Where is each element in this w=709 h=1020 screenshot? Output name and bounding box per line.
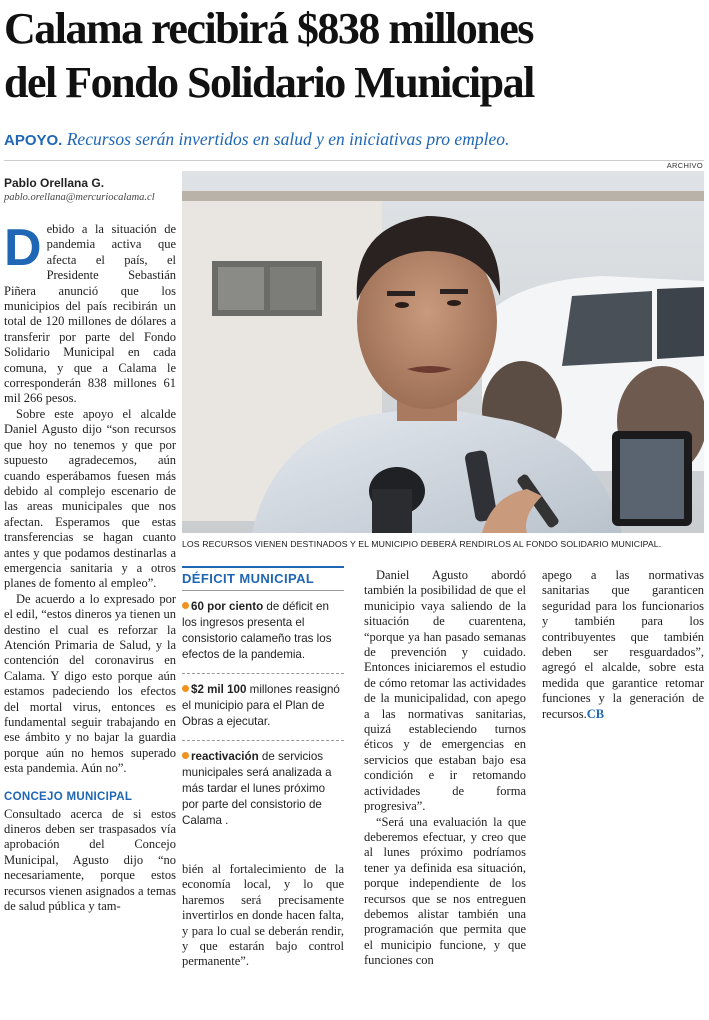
- photo-illustration: [182, 171, 704, 533]
- headline: [4, 2, 704, 110]
- paragraph: [4, 219, 176, 407]
- news-photo: [182, 171, 704, 533]
- byline-email: pablo.orellana@mercuriocalama.cl: [4, 192, 155, 203]
- deck-kicker: APOYO.: [4, 132, 63, 149]
- sidebar-title: DÉFICIT MUNICIPAL: [182, 566, 344, 591]
- paragraph-text: apego a las normativas sanitarias que garanticen seguridad para los funcionarios y también para los contribuyentes que también deben ser resguardados”, agregó el alcalde, sobre esta medida que garantice retomar funciones y la generación de recursos.: [542, 568, 704, 721]
- fact-text: de servicios municipales será analizada a más tardar el lunes próximo por parte del consistorio de Calama .: [182, 750, 332, 827]
- article-column-3: [364, 568, 526, 969]
- paragraph: Sobre este apoyo el alcalde Daniel Agusto dijo “son recursos que hoy no tenemos y que por supuesto agradecemos, aún cuando esperábamos fuesen más debido al complejo escenario de las areas municipales que nos afectan. Esperamos que estas transferencias se hagan cuanto antes y que podamos destinarlas a emergencia sanitaria y a otros planes de fomento al empleo”.: [4, 406, 176, 591]
- end-mark-icon: CB: [586, 706, 605, 721]
- dropcap: D: [4, 219, 42, 277]
- article-column-1: [4, 219, 176, 914]
- subhead-concejo: CONCEJO MUNICIPAL: [4, 790, 133, 803]
- fact-highlight: 60 por ciento: [191, 600, 264, 613]
- sidebar-deficit: [182, 566, 344, 839]
- bullet-icon: [182, 752, 189, 759]
- fact-item: [182, 741, 344, 839]
- deck-text: Recursos serán invertidos en salud y en iniciativas pro empleo.: [66, 129, 510, 149]
- bullet-icon: [182, 685, 189, 692]
- paragraph: bién al fortalecimiento de la economía local, y lo que haremos será precisamente invertirlos en donde hacen falta, y para lo cual se deberán rendir, y que estarán bajo control permanente”.: [182, 862, 344, 969]
- paragraph: “Será una evaluación la que deberemos efectuar, y creo que al lunes próximo podríamos tener ya definida esa situación, porque independiente de los recursos que se nos entreguen debemos alistar también una programación que permita que el municipio funcione, y que funciones con: [364, 814, 526, 968]
- byline-author: Pablo Orellana G.: [4, 176, 105, 190]
- photo-credit: ARCHIVO: [666, 161, 703, 170]
- fact-text: millones reasignó el municipio para el Plan de Obras a ejecutar.: [182, 683, 340, 728]
- fact-highlight: $2 mil 100: [191, 683, 247, 696]
- fact-item: [182, 674, 344, 741]
- byline: [4, 176, 176, 205]
- paragraph-text: ebido a la situación de pandemia activa que afecta el país, el Presidente Sebastián Piñera anunció que los municipios del país recibirán un total de 120 millones de dólares a transferir por parte del Fondo Solidario Municipal en cada comuna, y que a Calama le corresponderán 838 millones 61 mil 266 pesos.: [4, 222, 176, 406]
- paragraph: [542, 568, 704, 722]
- paragraph: Consultado acerca de si estos dineros deben ser traspasados vía aprobación del Concejo Municipal, Agusto dijo “no necesariamente, porque estos recursos vienen asignados a temas de salud pública y tam-: [4, 806, 176, 914]
- fact-highlight: reactivación: [191, 750, 259, 763]
- headline-line-1: Calama recibirá $838 millones: [4, 4, 533, 53]
- fact-text: de déficit en los ingresos presenta el consistorio calameño tras los efectos de la pandemia.: [182, 600, 332, 661]
- article-column-2: [182, 862, 344, 970]
- article-column-4: [542, 568, 704, 722]
- headline-line-2: del Fondo Solidario Municipal: [4, 58, 534, 107]
- paragraph: Daniel Agusto abordó también la posibilidad de que el municipio vaya saliendo de la situación de cuarentena, “porque ya han pasado semanas de prevención y cuidado. Entonces iniciaremos el estudio de cómo retomar las actividades de la municipalidad, con apego a las normativas sanitarias, quizá estableciendo turnos éticos y de emergencias en servicios que estaban bajo esa condición e ir retomando actividades de forma progresiva”.: [364, 568, 526, 814]
- bullet-icon: [182, 602, 189, 609]
- fact-item: [182, 591, 344, 674]
- top-divider: [4, 160, 704, 161]
- deck: [4, 128, 704, 152]
- photo-caption: LOS RECURSOS VIENEN DESTINADOS Y EL MUNICIPIO DEBERÁ RENDIRLOS AL FONDO SOLIDARIO MUNICIPAL.: [182, 539, 662, 549]
- paragraph: De acuerdo a lo expresado por el edil, “estos dineros ya tienen un destino el cual es reforzar la Atención Primaria de Salud, y la contención del coronavirus en Calama. Y digo esto porque aún estamos padeciendo los efectos del mortal virus, entonces es fundamental seguir trabajando en ese ámbito y no bajar la guardia porque aún no hemos superado esta pandemia. Aún no”.: [4, 591, 176, 776]
